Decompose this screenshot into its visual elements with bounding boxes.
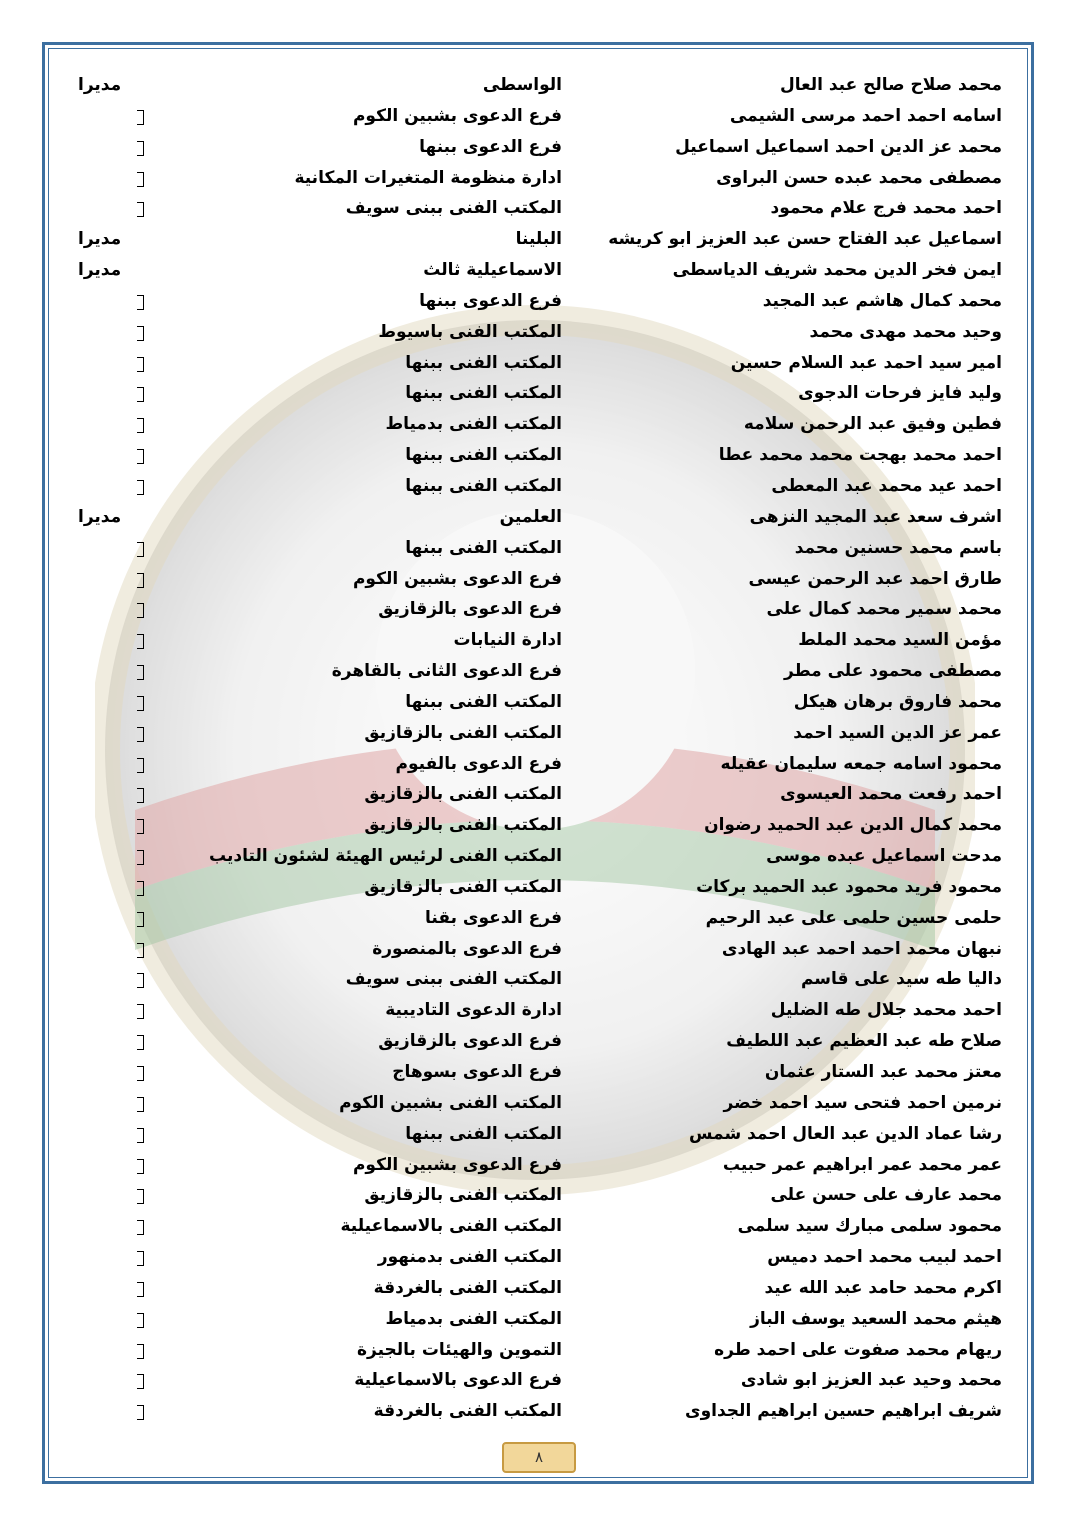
list-item xyxy=(0,843,1080,874)
list-item xyxy=(0,134,1080,165)
role-label: مديرا xyxy=(78,506,122,527)
list-item xyxy=(0,1213,1080,1244)
person-name: معتز محمد عبد الستار عثمان xyxy=(764,1062,1002,1082)
list-item xyxy=(0,658,1080,689)
person-name: محمود فريد محمود عبد الحميد بركات xyxy=(696,876,1002,897)
department: فرع الدعوى بالاسماعيلية xyxy=(354,1370,562,1391)
list-item xyxy=(0,1090,1080,1121)
department: فرع الدعوى ببنها xyxy=(419,136,562,157)
list-item xyxy=(0,874,1080,905)
person-name: مؤمن السيد محمد الملط xyxy=(798,630,1002,651)
bracket-mark xyxy=(137,850,144,865)
role-label: مديرا xyxy=(78,229,122,250)
department: المكتب الفنى ببنها xyxy=(405,383,562,404)
role-label: مديرا xyxy=(78,75,122,95)
list-item xyxy=(0,257,1080,288)
list-item xyxy=(0,411,1080,442)
list-item xyxy=(0,1059,1080,1090)
department: المكتب الفنى بالغردقة xyxy=(373,1277,562,1298)
person-name: احمد محمد جلال طه الضليل xyxy=(770,1000,1002,1021)
person-name: ايمن فخر الدين محمد شريف الدياسطى xyxy=(672,260,1002,281)
list-item xyxy=(0,288,1080,319)
person-name: امير سيد احمد عبد السلام حسين xyxy=(730,352,1002,373)
person-name: محمد فاروق برهان هيكل xyxy=(793,691,1002,712)
list-item xyxy=(0,1306,1080,1337)
page-number: ٨ xyxy=(502,1442,576,1473)
list-item xyxy=(0,1244,1080,1275)
list-item xyxy=(0,226,1080,257)
bracket-mark xyxy=(137,665,144,680)
list-item xyxy=(0,936,1080,967)
department: المكتب الفنى لرئيس الهيئة لشئون التاديب xyxy=(209,846,562,867)
list-item xyxy=(0,905,1080,936)
department: فرع الدعوى بالزقازيق xyxy=(378,1031,562,1052)
department: المكتب الفنى بدمياط xyxy=(385,414,562,435)
person-name: فطين وفيق عبد الرحمن سلامه xyxy=(743,414,1002,435)
list-item xyxy=(0,812,1080,843)
department: العلمين xyxy=(499,506,562,527)
bracket-mark xyxy=(137,1405,144,1420)
department: المكتب الفنى ببنى سويف xyxy=(345,969,562,990)
list-item xyxy=(0,1182,1080,1213)
department: التموين والهيئات بالجيزة xyxy=(356,1339,562,1360)
department: المكتب الفنى بالزقازيق xyxy=(364,722,562,743)
bracket-mark xyxy=(137,943,144,958)
bracket-mark xyxy=(137,1159,144,1174)
department: المكتب الفنى بالزقازيق xyxy=(364,784,562,805)
person-name: هيثم محمد السعيد يوسف الباز xyxy=(750,1308,1002,1329)
list-item xyxy=(0,380,1080,411)
list-item xyxy=(0,195,1080,226)
list-item xyxy=(0,781,1080,812)
person-name: احمد محمد فرج علام محمود xyxy=(770,198,1002,219)
department: ادارة النيابات xyxy=(453,630,562,651)
person-name: محمد سمير محمد كمال على xyxy=(766,599,1002,620)
bracket-mark xyxy=(137,912,144,927)
list-item xyxy=(0,1367,1080,1398)
department: المكتب الفنى بالزقازيق xyxy=(364,876,562,897)
list-item xyxy=(0,473,1080,504)
list-item xyxy=(0,1337,1080,1368)
person-name: صلاح طه عبد العظيم عبد اللطيف xyxy=(726,1031,1002,1052)
person-name: محمد عارف على حسن على xyxy=(770,1185,1002,1206)
list-item xyxy=(0,566,1080,597)
department: المكتب الفنى ببنها xyxy=(405,352,562,373)
department: فرع الدعوى بسوهاج xyxy=(392,1062,562,1082)
list-item xyxy=(0,1275,1080,1306)
person-name: محمد كمال الدين عبد الحميد رضوان xyxy=(704,815,1002,836)
person-name: محمد كمال هاشم عبد المجيد xyxy=(762,290,1002,311)
bracket-mark xyxy=(137,326,144,341)
department: المكتب الفنى باسيوط xyxy=(378,321,562,342)
list-item xyxy=(0,72,1080,103)
person-name: اسماعيل عبد الفتاح حسن عبد العزيز ابو كريشه xyxy=(608,229,1002,250)
person-name: احمد عيد محمد عبد المعطى xyxy=(771,475,1002,496)
list-item xyxy=(0,596,1080,627)
bracket-mark xyxy=(137,1313,144,1328)
person-name: نرمين احمد فتحى سيد احمد خضر xyxy=(723,1092,1002,1113)
department: المكتب الفنى ببنها xyxy=(405,691,562,712)
list-item xyxy=(0,504,1080,535)
list-item xyxy=(0,319,1080,350)
department: ادارة منظومة المتغيرات المكانية xyxy=(294,167,562,188)
person-name: احمد محمد بهجت محمد محمد عطا xyxy=(718,445,1002,466)
bracket-mark xyxy=(137,141,144,156)
list-item xyxy=(0,165,1080,196)
department: فرع الدعوى بالزقازيق xyxy=(378,599,562,620)
person-name: اسامه احمد احمد مرسى الشيمى xyxy=(729,105,1002,126)
list-item xyxy=(0,720,1080,751)
list-item xyxy=(0,1028,1080,1059)
department: البلينا xyxy=(515,229,562,250)
bracket-mark xyxy=(137,758,144,773)
person-name: شريف ابراهيم حسين ابراهيم الجداوى xyxy=(685,1401,1002,1422)
bracket-mark xyxy=(137,1004,144,1019)
person-name: محمود سلمى مبارك سيد سلمى xyxy=(737,1216,1002,1237)
bracket-mark xyxy=(137,634,144,649)
bracket-mark xyxy=(137,1035,144,1050)
bracket-mark xyxy=(137,603,144,618)
person-name: عمر محمد عمر ابراهيم عمر حبيب xyxy=(722,1154,1002,1175)
person-name: احمد لبيب محمد احمد دميس xyxy=(767,1247,1002,1268)
department: فرع الدعوى بشبين الكوم xyxy=(352,105,562,126)
person-name: محمد عز الدين احمد اسماعيل اسماعيل xyxy=(675,136,1002,157)
list-item xyxy=(0,1121,1080,1152)
list-item xyxy=(0,103,1080,134)
bracket-mark xyxy=(137,1189,144,1204)
role-label: مديرا xyxy=(78,260,122,281)
person-name: وليد فايز فرحات الدجوى xyxy=(798,383,1002,404)
list-item xyxy=(0,966,1080,997)
person-name: اشرف سعد عبد المجيد النزهى xyxy=(749,506,1002,527)
department: فرع الدعوى بقنا xyxy=(425,907,562,928)
bracket-mark xyxy=(137,881,144,896)
person-name: اكرم محمد حامد عبد الله عيد xyxy=(764,1277,1002,1298)
person-name: عمر عز الدين السيد احمد xyxy=(793,722,1002,743)
list-item xyxy=(0,1152,1080,1183)
department: المكتب الفنى ببنها xyxy=(405,475,562,496)
bracket-mark xyxy=(137,295,144,310)
bracket-mark xyxy=(137,1066,144,1081)
department: الواسطى xyxy=(482,75,562,95)
department: فرع الدعوى بالفيوم xyxy=(395,753,562,774)
department: المكتب الفنى بالزقازيق xyxy=(364,815,562,836)
person-name: وحيد محمد مهدى محمد xyxy=(809,321,1002,342)
list-item xyxy=(0,350,1080,381)
bracket-mark xyxy=(137,973,144,988)
department: فرع الدعوى ببنها xyxy=(419,290,562,311)
bracket-mark xyxy=(137,573,144,588)
bracket-mark xyxy=(137,727,144,742)
person-name: حلمى حسين حلمى على عبد الرحيم xyxy=(705,907,1002,928)
department: المكتب الفنى ببنها xyxy=(405,445,562,466)
bracket-mark xyxy=(137,449,144,464)
person-name: محمد صلاح صالح عبد العال xyxy=(779,75,1002,95)
person-name: باسم محمد حسنين محمد xyxy=(794,537,1002,558)
person-name: طارق احمد عبد الرحمن عيسى xyxy=(748,568,1002,589)
department: فرع الدعوى بشبين الكوم xyxy=(352,568,562,589)
bracket-mark xyxy=(137,542,144,557)
department: المكتب الفنى بالغردقة xyxy=(373,1401,562,1422)
list-item xyxy=(0,689,1080,720)
bracket-mark xyxy=(137,1282,144,1297)
bracket-mark xyxy=(137,357,144,372)
department: المكتب الفنى ببنها xyxy=(405,1123,562,1144)
department: المكتب الفنى بالزقازيق xyxy=(364,1185,562,1206)
department: المكتب الفنى بالاسماعيلية xyxy=(340,1216,562,1237)
person-name: محمد وحيد عبد العزيز ابو شادى xyxy=(740,1370,1002,1391)
person-name: نبهان محمد احمد احمد عبد الهادى xyxy=(721,938,1002,959)
bracket-mark xyxy=(137,1220,144,1235)
bracket-mark xyxy=(137,1251,144,1266)
list-item xyxy=(0,997,1080,1028)
department: المكتب الفنى بشبين الكوم xyxy=(339,1092,562,1113)
department: ادارة الدعوى التاديبية xyxy=(385,1000,562,1021)
department: المكتب الفنى بدمياط xyxy=(385,1308,562,1329)
bracket-mark xyxy=(137,1128,144,1143)
bracket-mark xyxy=(137,202,144,217)
bracket-mark xyxy=(137,696,144,711)
person-name: رشا عماد الدين عبد العال احمد شمس xyxy=(689,1123,1002,1144)
person-name: محمود اسامه جمعه سليمان عقيله xyxy=(720,753,1002,774)
bracket-mark xyxy=(137,387,144,402)
person-name: احمد رفعت محمد العيسوى xyxy=(780,784,1002,805)
list-item xyxy=(0,1398,1080,1429)
person-name: مدحت اسماعيل عبده موسى xyxy=(766,846,1002,867)
department: الاسماعيلية ثالث xyxy=(423,260,562,281)
bracket-mark xyxy=(137,1344,144,1359)
department: فرع الدعوى بالمنصورة xyxy=(372,938,562,959)
person-name: مصطفى محمد عبده حسن البراوى xyxy=(716,167,1002,188)
department: المكتب الفنى ببنى سويف xyxy=(345,198,562,219)
person-name: ريهام محمد صفوت على احمد طره xyxy=(714,1339,1002,1360)
bracket-mark xyxy=(137,788,144,803)
bracket-mark xyxy=(137,172,144,187)
department: المكتب الفنى بدمنهور xyxy=(377,1247,562,1268)
bracket-mark xyxy=(137,819,144,834)
names-list xyxy=(0,72,1080,1429)
bracket-mark xyxy=(137,110,144,125)
list-item xyxy=(0,442,1080,473)
person-name: داليا طه سيد على قاسم xyxy=(800,969,1002,990)
bracket-mark xyxy=(137,418,144,433)
list-item xyxy=(0,751,1080,782)
department: فرع الدعوى بشبين الكوم xyxy=(352,1154,562,1175)
bracket-mark xyxy=(137,480,144,495)
bracket-mark xyxy=(137,1374,144,1389)
list-item xyxy=(0,535,1080,566)
department: المكتب الفنى ببنها xyxy=(405,537,562,558)
person-name: مصطفى محمود على مطر xyxy=(784,661,1002,682)
department: فرع الدعوى الثانى بالقاهرة xyxy=(331,661,562,682)
bracket-mark xyxy=(137,1097,144,1112)
list-item xyxy=(0,627,1080,658)
